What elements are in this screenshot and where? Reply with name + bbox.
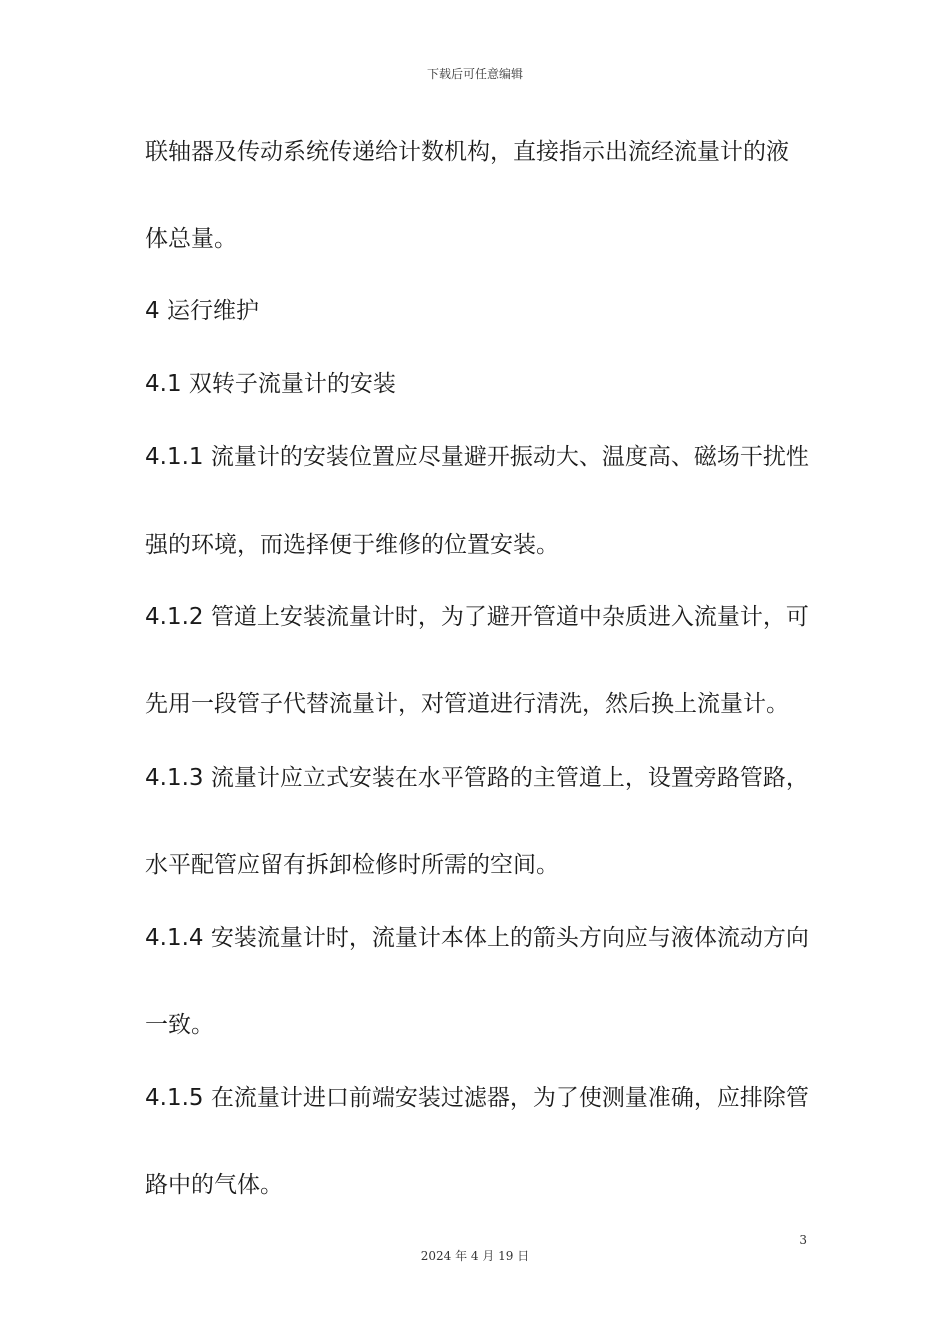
body-line: 4.1.3 流量计应立式安装在水平管路的主管道上，设置旁路管路，	[145, 765, 809, 791]
body-line: 4.1.4 安装流量计时，流量计本体上的箭头方向应与液体流动方向	[145, 925, 809, 951]
body-line: 4.1.5 在流量计进口前端安装过滤器，为了使测量准确，应排除管	[145, 1085, 809, 1111]
body-line: 先用一段管子代替流量计，对管道进行清洗，然后换上流量计。	[145, 691, 789, 717]
page-header: 下载后可任意编辑	[426, 67, 523, 81]
subsection-heading: 4.1 双转子流量计的安装	[145, 371, 396, 397]
body-line: 强的环境，而选择便于维修的位置安装。	[145, 532, 559, 558]
page-number: 3	[799, 1233, 807, 1247]
body-line: 4.1.1 流量计的安装位置应尽量避开振动大、温度高、磁场干扰性	[145, 444, 809, 470]
body-line: 体总量。	[145, 226, 237, 252]
body-line: 联轴器及传动系统传递给计数机构，直接指示出流经流量计的液	[145, 139, 789, 165]
body-line: 路中的气体。	[145, 1172, 283, 1198]
body-line: 一致。	[145, 1012, 214, 1038]
body-line: 4.1.2 管道上安装流量计时，为了避开管道中杂质进入流量计，可	[145, 604, 809, 630]
footer-date: 2024 年 4 月 19 日	[420, 1249, 530, 1263]
section-heading: 4 运行维护	[145, 298, 259, 324]
body-line: 水平配管应留有拆卸检修时所需的空间。	[145, 852, 559, 878]
